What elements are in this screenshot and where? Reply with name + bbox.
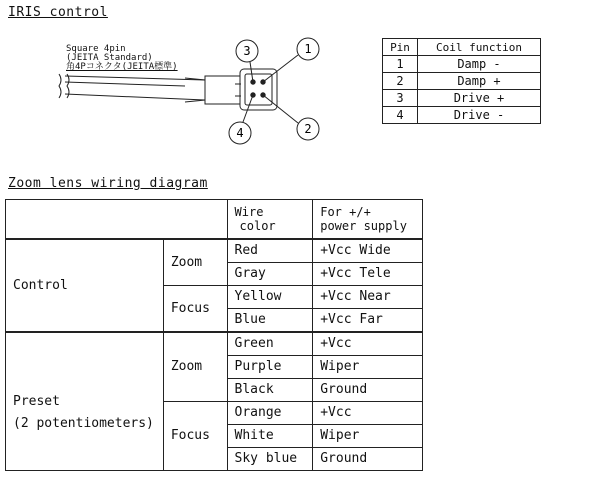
pin-header: Pin xyxy=(383,39,418,56)
header-line: For +/+ xyxy=(320,205,371,219)
table-row xyxy=(383,73,541,90)
coil-function: Damp + xyxy=(418,73,541,90)
pin-number: 3 xyxy=(383,90,418,107)
table-row xyxy=(383,56,541,73)
supply: +Vcc Far xyxy=(313,309,423,333)
supply: +Vcc Tele xyxy=(313,263,423,286)
subgroup-zoom: Zoom xyxy=(163,239,227,286)
coil-function: Drive + xyxy=(418,90,541,107)
wire-color-header xyxy=(227,200,313,240)
supply: +Vcc xyxy=(313,332,423,356)
iris-title: IRIS control xyxy=(8,5,108,20)
header-blank xyxy=(6,200,228,240)
coil-function: Damp - xyxy=(418,56,541,73)
wire-color: Gray xyxy=(227,263,313,286)
group-control: Control xyxy=(6,239,164,332)
zoom-title: Zoom lens wiring diagram xyxy=(8,176,208,191)
wire-color: Red xyxy=(227,239,313,263)
connector-label xyxy=(66,45,178,72)
supply: +Vcc Near xyxy=(313,286,423,309)
group-preset-name: Preset xyxy=(13,393,60,409)
zoom-wiring-table xyxy=(5,199,423,471)
supply: Ground xyxy=(313,379,423,402)
callout-2: 2 xyxy=(304,122,312,136)
table-row xyxy=(383,107,541,124)
table-row xyxy=(6,239,423,263)
subgroup-focus: Focus xyxy=(163,286,227,333)
group-preset xyxy=(6,332,164,471)
wire-color: Yellow xyxy=(227,286,313,309)
wire-color: Black xyxy=(227,379,313,402)
subgroup-zoom: Zoom xyxy=(163,332,227,402)
zoom-table-header xyxy=(6,200,423,240)
pin-number: 2 xyxy=(383,73,418,90)
pin-number: 4 xyxy=(383,107,418,124)
group-preset-note: (2 potentiometers) xyxy=(13,415,154,431)
pin-table xyxy=(382,38,541,124)
supply: Wiper xyxy=(313,425,423,448)
header-line: power supply xyxy=(320,219,407,233)
supply: +Vcc Wide xyxy=(313,239,423,263)
coil-function-header: Coil function xyxy=(418,39,541,56)
supply: +Vcc xyxy=(313,402,423,425)
connector-label-line: Square 4pin xyxy=(66,44,126,54)
wire-color: Green xyxy=(227,332,313,356)
header-line: color xyxy=(239,219,276,233)
pin-number: 1 xyxy=(383,56,418,73)
supply: Wiper xyxy=(313,356,423,379)
coil-function: Drive - xyxy=(418,107,541,124)
pin-table-header xyxy=(383,39,541,56)
table-row xyxy=(6,332,423,356)
supply-header xyxy=(313,200,423,240)
wire-color: Blue xyxy=(227,309,313,333)
connector-label-line: (JEITA Standard) xyxy=(66,53,153,63)
header-line: Wire xyxy=(234,205,264,219)
connector-label-line: 角4Pコネクタ(JEITA標準) xyxy=(66,62,178,72)
callout-1: 1 xyxy=(304,42,312,56)
connector-housing xyxy=(235,69,277,110)
supply: Ground xyxy=(313,448,423,471)
cable xyxy=(59,74,240,104)
wire-color: White xyxy=(227,425,313,448)
callout-3: 3 xyxy=(243,44,251,58)
table-row xyxy=(383,90,541,107)
subgroup-focus: Focus xyxy=(163,402,227,471)
wire-color: Purple xyxy=(227,356,313,379)
wire-color: Orange xyxy=(227,402,313,425)
wire-color: Sky blue xyxy=(227,448,313,471)
callout-4: 4 xyxy=(236,126,244,140)
